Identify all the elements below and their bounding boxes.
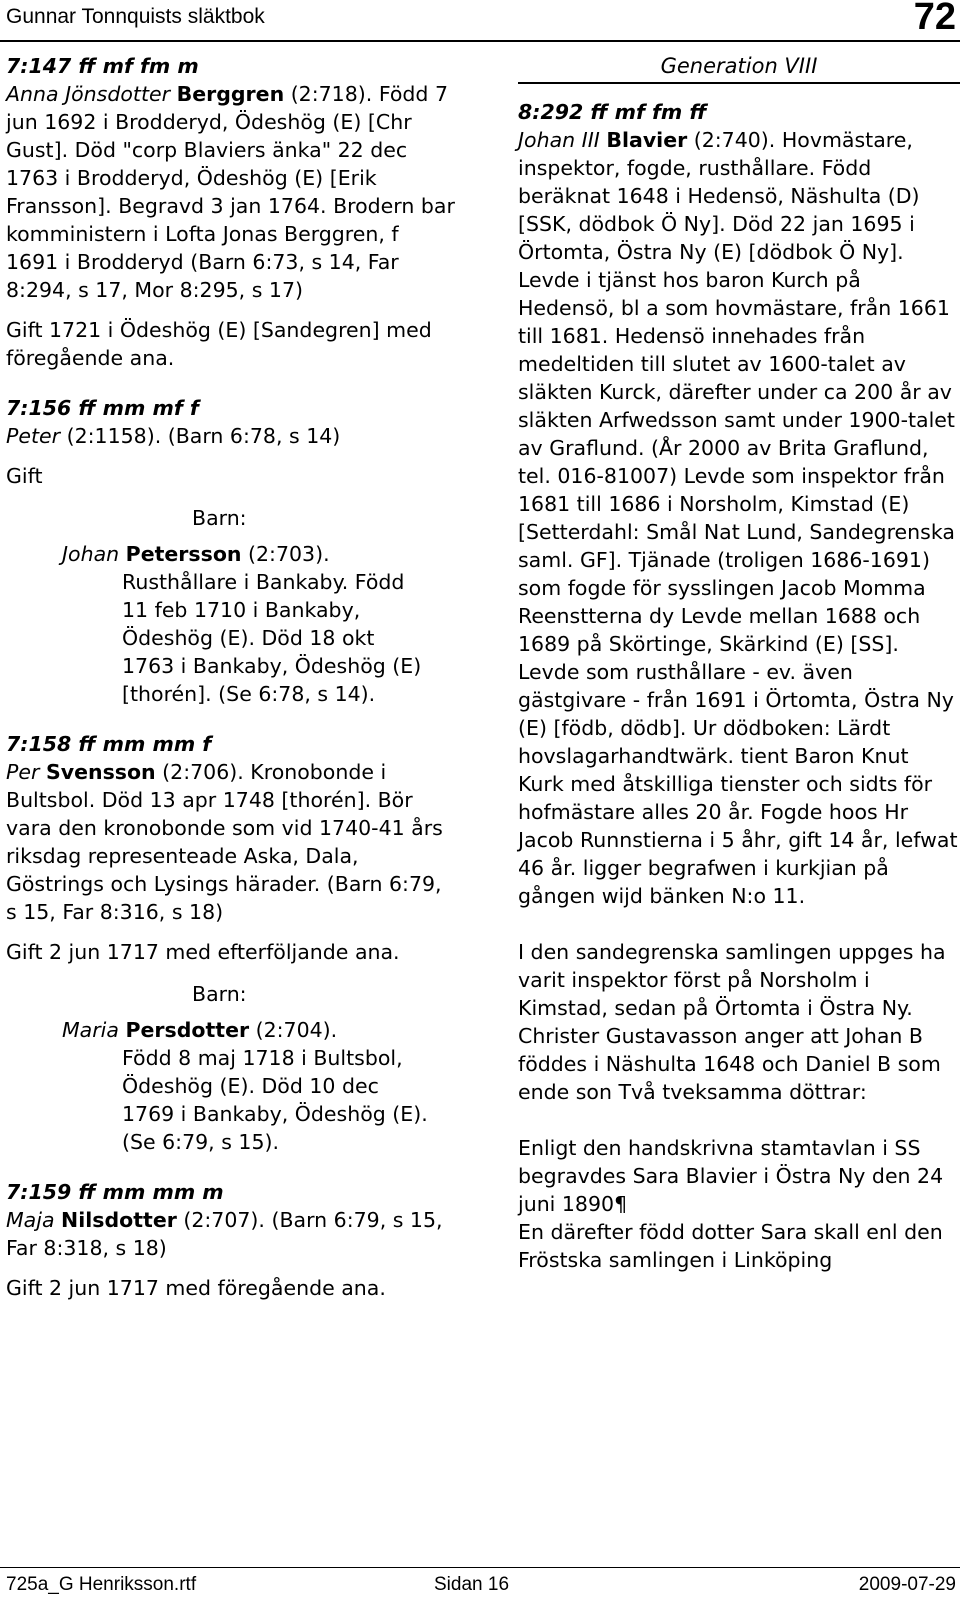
footer-filename: 725a_G Henriksson.rtf	[6, 1574, 197, 1595]
child-entry	[6, 540, 456, 708]
surname: Berggren	[176, 82, 285, 106]
entry-text	[518, 126, 958, 910]
left-column	[6, 52, 456, 1316]
page-header	[0, 0, 960, 42]
children-label: Barn:	[192, 506, 247, 530]
footer-page: Sidan 16	[434, 1574, 510, 1595]
entry-heading: 7:159 ff mm mm m	[6, 1180, 224, 1204]
entry-heading: 7:158 ff mm mm f	[6, 732, 212, 756]
child-entry	[6, 1016, 456, 1156]
given-name: Maja	[6, 1208, 55, 1232]
child-body: Född 8 maj 1718 i Bultsbol, Ödeshög (E). Död 10 dec 1769 i Bankaby, Ödeshög (E). (Se 6:79, s 15).	[122, 1046, 428, 1154]
book-title: Gunnar Tonnquists släktbok	[6, 5, 265, 28]
note-paragraph: En därefter född dotter Sara skall enl den Fröstska samlingen i Linköping	[518, 1220, 943, 1272]
entry-text	[6, 758, 456, 926]
right-column	[518, 52, 958, 1288]
child-given-name: Johan	[62, 542, 120, 566]
child-ref: (2:704).	[249, 1018, 338, 1042]
entry-7-159	[6, 1178, 456, 1302]
child-ref: (2:703).	[241, 542, 330, 566]
page-number: 72	[913, 0, 956, 38]
entry-body: Född 7 jun 1692 i Brodderyd, Ödeshög (E) [Chr Gust]. Död "corp Blaviers änka" 22 dec 1763 i Brodderyd, Ödeshög (E) [Erik Fransson]. Begravd 3 jan 1764. Brodern bar komministern i Lofta Jonas Berggren, f 1691 i Brodderyd (Barn 6:73, s 14, Far 8:294, s 17, Mor 8:295, s 17)	[6, 82, 455, 302]
generation-heading: Generation VIII	[518, 52, 960, 84]
given-name: Per	[6, 760, 40, 784]
given-name: Johan III	[518, 128, 600, 152]
entry-text	[6, 422, 456, 450]
footer-date: 2009-07-29	[858, 1574, 956, 1595]
entry-7-147	[6, 52, 456, 372]
note-paragraph: I den sandegrenska samlingen uppges ha varit inspektor först på Norsholm i Kimstad, sedan på Örtomta i Östra Ny. Christer Gustavasson anger att Johan B föddes i Näshulta 1648 och Daniel B som ende son Två tveksamma döttrar:	[518, 940, 946, 1104]
entry-heading: 7:147 ff mf fm m	[6, 54, 199, 78]
entry-7-156	[6, 394, 456, 708]
entry-ref: (2:740).	[687, 128, 776, 152]
entry-ref: (2:707). (Barn 6:79, s 15, Far 8:318, s 18)	[6, 1208, 443, 1260]
marriage-line: Gift	[6, 464, 43, 488]
given-name: Peter	[6, 424, 61, 448]
note-paragraph	[518, 1134, 958, 1218]
entry-text	[6, 1206, 456, 1262]
child-body: Rusthållare i Bankaby. Född 11 feb 1710 i Bankaby, Ödeshög (E). Död 18 okt 1763 i Bankaby, Ödeshög (E) [thorén]. (Se 6:78, s 14).	[122, 570, 422, 706]
child-given-name: Maria	[62, 1018, 119, 1042]
entry-text	[6, 80, 456, 304]
marriage-line: Gift 2 jun 1717 med efterföljande ana.	[6, 940, 400, 964]
entry-heading: 7:156 ff mm mf f	[6, 396, 199, 420]
note-text: Enligt den handskrivna stamtavlan i SS begravdes Sara Blavier i Östra Ny den 24 juni 1890	[518, 1136, 944, 1216]
marriage-line: Gift 1721 i Ödeshög (E) [Sandegren] med föregående ana.	[6, 318, 432, 370]
entry-ref: (2:1158). (Barn 6:78, s 14)	[60, 424, 341, 448]
given-name: Anna Jönsdotter	[6, 82, 171, 106]
entry-body: Hovmästare, inspektor, fogde, rusthållare. Född beräknat 1648 i Hedensö, Näshulta (D) [SSK, dödbok Ö Ny]. Död 22 jan 1695 i Örtomta, Östra Ny (E) [dödbok Ö Ny]. Levde i tjänst hos baron Kurch på Hedensö, bl a som hovmästare, från 1661 till 1681. Hedensö innehades från medeltiden till slutet av 1600-talet av släkten Kurck, därefter under ca 200 år av släkten Arfwedsson samt under 1900-talet av Graflund. (År 2000 av Brita Graflund, tel. 016-81007) Levde som inspektor från 1681 till 1686 i Norsholm, Kimstad (E) [Setterdahl: Smål Nat Lund, Sandegrenska saml. GF]. Tjänade (troligen 1686-1691) som fogde för sysslingen Jacob Momma Reenstterna dy Levde mellan 1688 och 1689 på Skörtinge, Skärkind (E) [SS]. Levde som rusthållare - ev. även gästgivare - från 1691 i Örtomta, Östra Ny (E) [födb, dödb]. Ur dödboken: Lärdt hovslagarhandtwärk. tient Baron Knut Kurk med åtskilliga tienster och sidts för hofmästare alles 20 år. Fogde hoos Hr Jacob Runnstierna i 5 åhr, gift 14 år, lefwat 46 år. ligger begrafwen i kurkjian på gången wijd bänken N:o 11.	[518, 128, 958, 908]
page-footer	[0, 1567, 960, 1598]
children-label: Barn:	[192, 982, 247, 1006]
child-surname: Petersson	[125, 542, 242, 566]
surname: Nilsdotter	[61, 1208, 177, 1232]
entry-ref: (2:718).	[284, 82, 373, 106]
child-surname: Persdotter	[125, 1018, 250, 1042]
entry-heading: 8:292 ff mf fm ff	[518, 100, 707, 124]
entry-8-292	[518, 98, 958, 1274]
entry-body: (2:706). Kronobonde i Bultsbol. Död 13 apr 1748 [thorén]. Bör vara den kronobonde som vid 1740-41 års riksdag representeade Aska, Dala, Göstrings och Lysings härader. (Barn 6:79, s 15, Far 8:316, s 18)	[6, 760, 443, 924]
marriage-line: Gift 2 jun 1717 med föregående ana.	[6, 1276, 386, 1300]
entry-7-158	[6, 730, 456, 1156]
pilcrow-mark: ¶	[614, 1192, 628, 1216]
surname: Svensson	[45, 760, 156, 784]
surname: Blavier	[606, 128, 688, 152]
